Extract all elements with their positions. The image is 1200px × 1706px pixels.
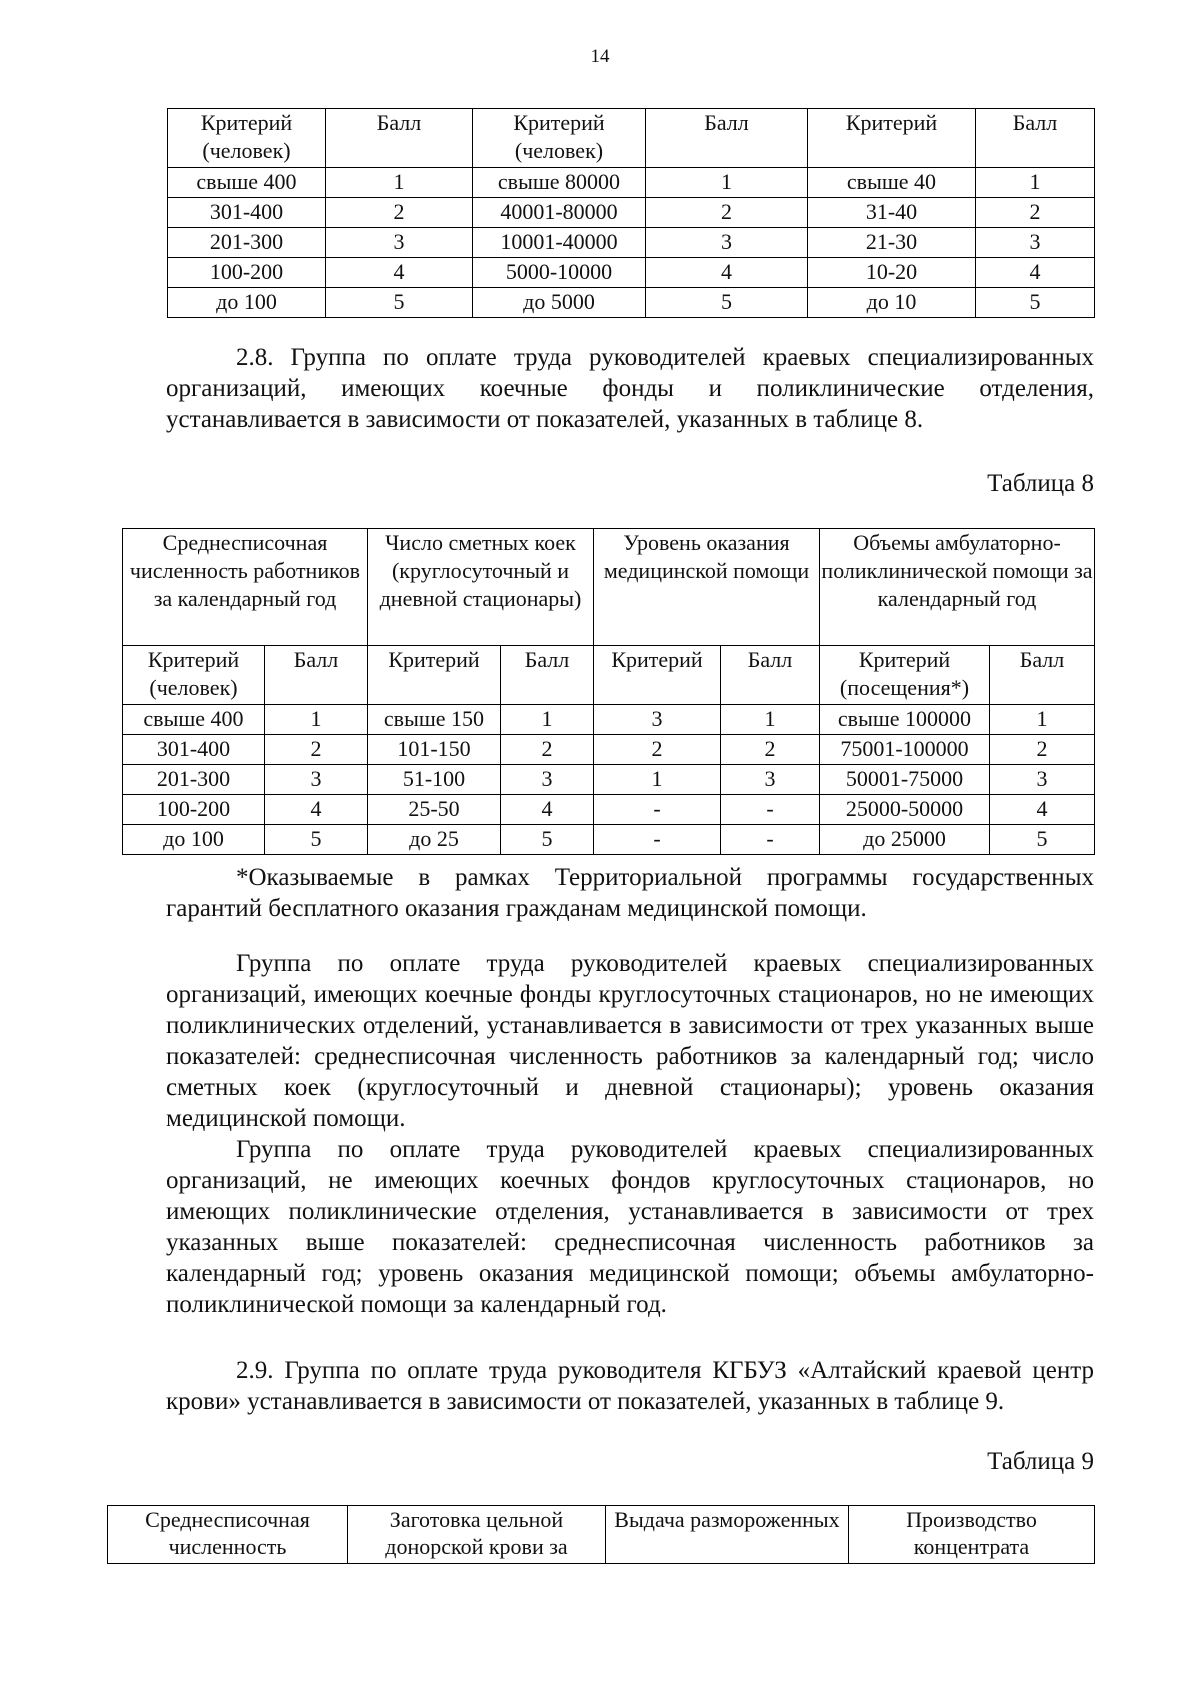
cell: 2 (976, 198, 1095, 228)
header-cell: Критерий (808, 109, 976, 168)
group-header-care-level: Уровень оказания медицинской помощи (594, 529, 820, 646)
header-cell: Выдача размороженных (606, 1506, 849, 1564)
group-header-outpatient: Объемы амбулаторно-поликлинической помощи за календарный год (820, 529, 1095, 646)
cell: 31-40 (808, 198, 976, 228)
cell: 3 (594, 705, 721, 735)
header-cell: Заготовка цельной донорской крови за (348, 1506, 606, 1564)
cell: 10-20 (808, 258, 976, 288)
cell: 1 (501, 705, 594, 735)
cell: 4 (646, 258, 808, 288)
cell: до 10 (808, 288, 976, 318)
subheader-cell: Балл (990, 646, 1095, 705)
table-8 (122, 528, 1095, 855)
cell: 101-150 (368, 735, 501, 765)
cell: 3 (976, 228, 1095, 258)
group-header-staff: Среднесписочная численность работников за календарный год (123, 529, 368, 646)
cell: свыше 80000 (473, 168, 646, 198)
subheader-cell: Балл (265, 646, 368, 705)
cell: 100-200 (168, 258, 326, 288)
cell: 50001-75000 (820, 765, 990, 795)
table-row (123, 735, 1095, 765)
table-subheader-row (123, 646, 1095, 705)
cell: - (721, 795, 820, 825)
group-header-beds: Число сметных коек (круглосуточный и дневной стационары) (368, 529, 594, 646)
subheader-cell: Критерий (368, 646, 501, 705)
cell: 100-200 (123, 795, 265, 825)
cell: 1 (594, 765, 721, 795)
cell: до 100 (123, 825, 265, 855)
cell: 51-100 (368, 765, 501, 795)
cell: 5 (976, 288, 1095, 318)
table-row (123, 795, 1095, 825)
cell: 4 (265, 795, 368, 825)
cell: 2 (721, 735, 820, 765)
subheader-cell: Балл (501, 646, 594, 705)
subheader-cell: Критерий (594, 646, 721, 705)
table-row (123, 765, 1095, 795)
cell: 5 (646, 288, 808, 318)
header-cell: Производство концентрата (849, 1506, 1095, 1564)
page-number: 14 (590, 46, 610, 67)
cell: свыше 100000 (820, 705, 990, 735)
table-row (168, 168, 1095, 198)
cell: 2 (594, 735, 721, 765)
table-row (168, 228, 1095, 258)
cell: 5 (326, 288, 473, 318)
cell: 3 (646, 228, 808, 258)
cell: 3 (265, 765, 368, 795)
table-row (168, 288, 1095, 318)
cell: 25000-50000 (820, 795, 990, 825)
cell: 40001-80000 (473, 198, 646, 228)
cell: 2 (501, 735, 594, 765)
cell: - (721, 825, 820, 855)
cell: до 100 (168, 288, 326, 318)
header-cell: Балл (326, 109, 473, 168)
table-header-row (168, 109, 1095, 168)
cell: 21-30 (808, 228, 976, 258)
cell: 75001-100000 (820, 735, 990, 765)
cell: 5 (990, 825, 1095, 855)
subheader-cell: Балл (721, 646, 820, 705)
cell: 2 (646, 198, 808, 228)
cell: 5 (501, 825, 594, 855)
cell: 4 (326, 258, 473, 288)
cell: до 25 (368, 825, 501, 855)
table-8-caption: Таблица 8 (987, 470, 1094, 497)
body-paragraphs (166, 948, 1094, 1320)
cell: 301-400 (168, 198, 326, 228)
cell: - (594, 825, 721, 855)
cell: - (594, 795, 721, 825)
table-header-row (108, 1506, 1095, 1564)
cell: 5000-10000 (473, 258, 646, 288)
cell: 2 (990, 735, 1095, 765)
cell: 3 (721, 765, 820, 795)
cell: 3 (990, 765, 1095, 795)
table-row (168, 198, 1095, 228)
cell: 201-300 (123, 765, 265, 795)
table-header-row (123, 529, 1095, 646)
section-2-8 (166, 342, 1094, 435)
cell: 4 (501, 795, 594, 825)
table-row (168, 258, 1095, 288)
section-2-9-text: 2.9. Группа по оплате труда руководителя КГБУЗ «Алтайский краевой центр крови» устанавливается в зависимости от показателей, указанных в таблице 9. (166, 1357, 1094, 1415)
cell: свыше 40 (808, 168, 976, 198)
cell: 301-400 (123, 735, 265, 765)
table-row (123, 825, 1095, 855)
cell: 1 (646, 168, 808, 198)
cell: 3 (326, 228, 473, 258)
cell: свыше 400 (168, 168, 326, 198)
criteria-table-continued (167, 108, 1095, 318)
header-cell: Критерий (человек) (168, 109, 326, 168)
paragraph-2: Группа по оплате труда руководителей краевых специализированных организаций, не имеющих коечных фондов круглосуточных стационаров, но имеющих поликлинические отделения, устанавливается в зависимости от трех указанных выше показателей: среднесписочная численность работников за календарный год; уровень оказания медицинской помощи; объемы амбулаторно-поликлинической помощи за календарный год. (166, 1136, 1094, 1318)
table-9-caption: Таблица 9 (987, 1448, 1094, 1475)
cell: 10001-40000 (473, 228, 646, 258)
cell: 2 (326, 198, 473, 228)
cell: 25-50 (368, 795, 501, 825)
cell: 2 (265, 735, 368, 765)
cell: свыше 150 (368, 705, 501, 735)
cell: свыше 400 (123, 705, 265, 735)
subheader-cell: Критерий (человек) (123, 646, 265, 705)
cell: 4 (990, 795, 1095, 825)
subheader-cell: Критерий (посещения*) (820, 646, 990, 705)
cell: 4 (976, 258, 1095, 288)
cell: 1 (721, 705, 820, 735)
cell: 3 (501, 765, 594, 795)
header-cell: Критерий (человек) (473, 109, 646, 168)
cell: 5 (265, 825, 368, 855)
footnote-text: *Оказываемые в рамках Территориальной программы государственных гарантий бесплатного оказания гражданам медицинской помощи. (166, 864, 1094, 922)
header-cell: Среднесписочная численность (108, 1506, 348, 1564)
table-8-footnote (166, 862, 1094, 924)
section-2-8-text: 2.8. Группа по оплате труда руководителей краевых специализированных организаций, имеющих коечные фонды и поликлинические отделения, устанавливается в зависимости от показателей, указанных в таблице 8. (166, 344, 1094, 433)
cell: 1 (326, 168, 473, 198)
cell: 201-300 (168, 228, 326, 258)
cell: до 5000 (473, 288, 646, 318)
header-cell: Балл (646, 109, 808, 168)
cell: до 25000 (820, 825, 990, 855)
table-row (123, 705, 1095, 735)
cell: 1 (976, 168, 1095, 198)
section-2-9 (166, 1355, 1094, 1417)
table-9 (107, 1505, 1095, 1564)
cell: 1 (265, 705, 368, 735)
paragraph-1: Группа по оплате труда руководителей краевых специализированных организаций, имеющих коечные фонды круглосуточных стационаров, но не имеющих поликлинических отделений, устанавливается в зависимости от трех указанных выше показателей: среднесписочная численность работников за календарный год; число сметных коек (круглосуточный и дневной стационары); уровень оказания медицинской помощи. (166, 950, 1094, 1132)
header-cell: Балл (976, 109, 1095, 168)
cell: 1 (990, 705, 1095, 735)
